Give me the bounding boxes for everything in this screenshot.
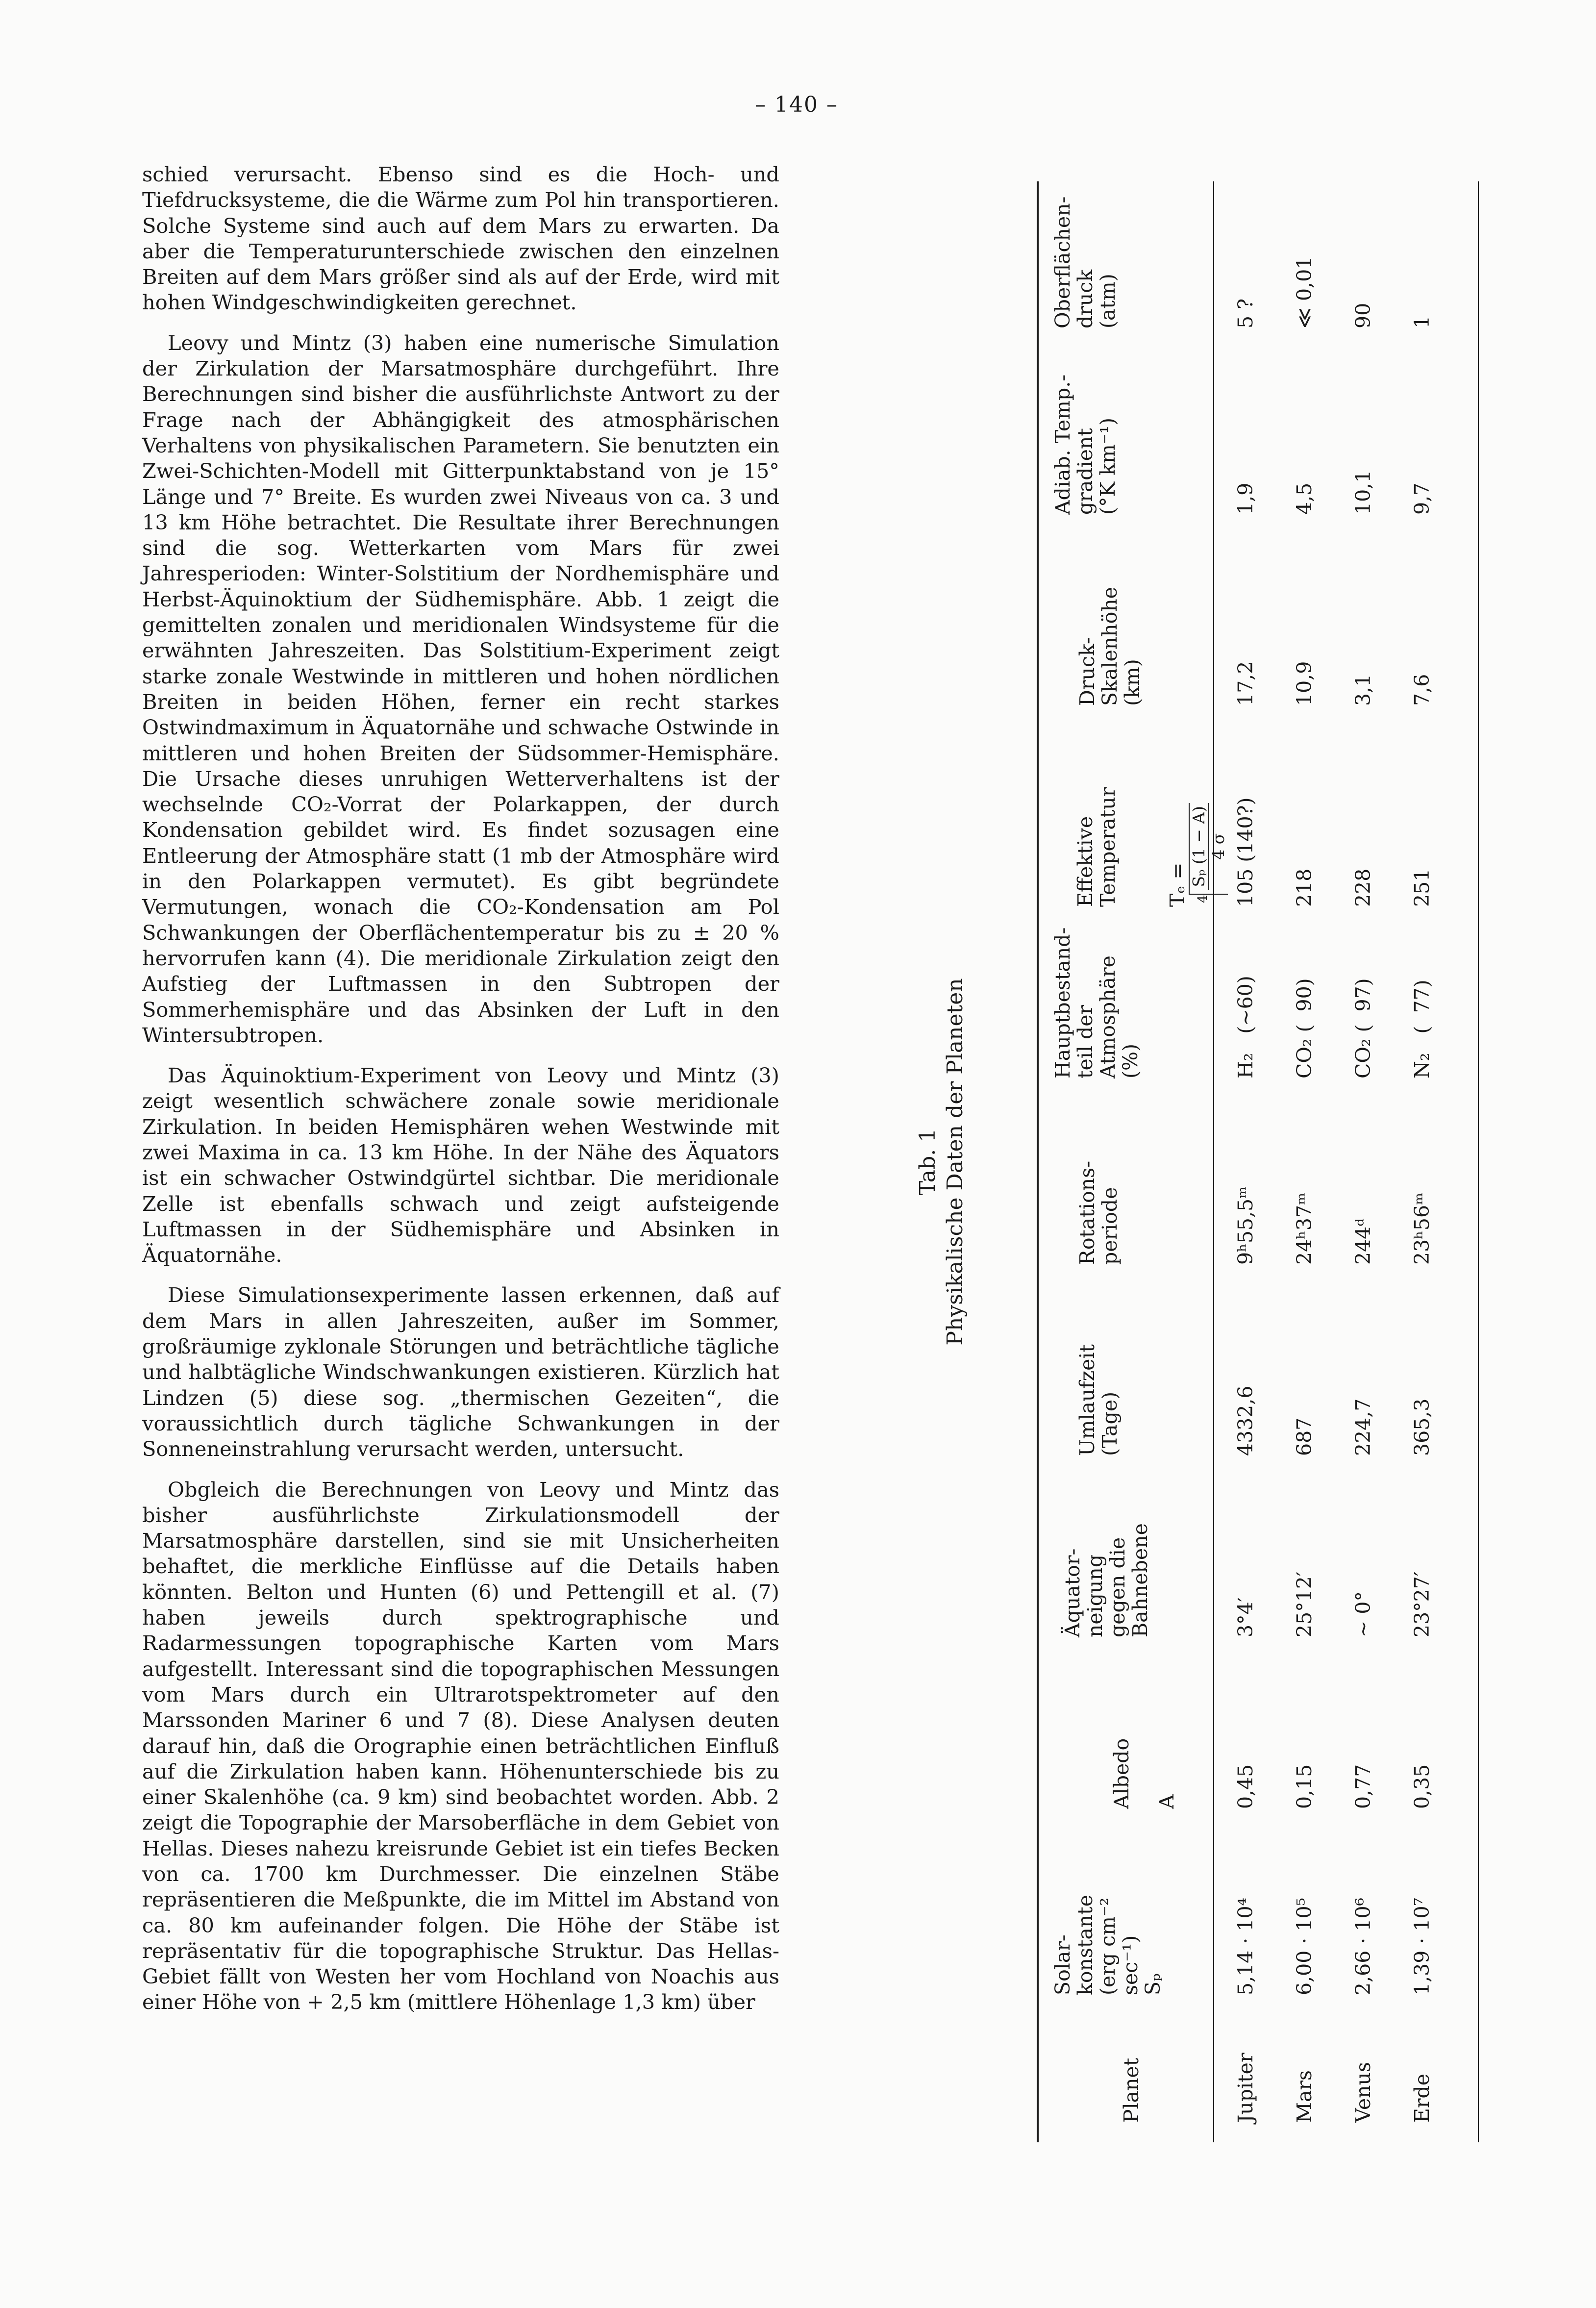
cell-axial-tilt: 3°4′ (1234, 1597, 1257, 1637)
cell-surface-pressure: 1 (1410, 315, 1434, 328)
formula-numerator: Sₚ (1 − A) (1190, 803, 1209, 890)
cell-main-constituent: H₂ (∼60) (1234, 976, 1257, 1079)
paragraph-3: Das Äquinoktium-Experiment von Leovy und Mintz (3) zeigt wesentlich schwächere zonale sowie meridionale Zirkulation. In beiden Hemisphären wehen Westwinde mit zwei Maxima in ca. 13 km Höhe. In der Nähe des Äquators ist ein schwacher Ostwindgürtel sichtbar. Die meridionale Zelle ist ebenfalls schwach und zeigt aufsteigende Luftmassen in der Südhemisphäre und Absinken in Äquatornähe. (142, 1063, 779, 1267)
page-number: – 140 – (755, 92, 838, 117)
cell-albedo: 0,45 (1234, 1764, 1257, 1809)
header-rotation-period: Rotations- periode (1075, 1160, 1122, 1265)
table-row (1233, 181, 1292, 2142)
header-scale-height: Druck- Skalenhöhe (km) (1075, 587, 1144, 706)
table-row (1350, 181, 1409, 2142)
header-surface-pressure: Oberflächen- druck (atm) (1051, 196, 1120, 328)
cell-surface-pressure: 5 ? (1234, 298, 1257, 328)
cell-effective-temperature: 251 (1410, 868, 1434, 907)
header-axial-tilt: Äquator- neigung gegen die Bahnebene (1061, 1523, 1152, 1637)
header-orbital-period: Umlaufzeit (Tage) (1075, 1344, 1122, 1456)
formula-lhs: Tₑ = (1166, 862, 1189, 907)
paragraph-1: schied verursacht. Ebenso sind es die Hoch- und Tiefdrucksysteme, die die Wärme zum Pol hin transportieren. Solche Systeme sind auch auf dem Mars zu erwarten. Da aber die Temperaturunterschiede zwischen den einzelnen Breiten auf dem Mars größer sind als auf der Erde, wird mit hohen Windgeschwindigkeiten gerechnet. (142, 162, 779, 315)
table-top-rule (1037, 181, 1039, 2142)
cell-effective-temperature: 105 (140?) (1234, 797, 1257, 907)
cell-axial-tilt: 25°12′ (1293, 1571, 1316, 1637)
header-albedo: Albedo A (1110, 1738, 1178, 1809)
cell-axial-tilt: 23°27′ (1410, 1571, 1434, 1637)
planet-data-table (914, 181, 1596, 2142)
cell-solar-constant: 5,14 · 10⁴ (1234, 1898, 1257, 1995)
body-text-column (142, 162, 779, 2030)
cell-planet: Mars (1293, 2070, 1316, 2123)
table-header-rule (1213, 181, 1214, 2142)
formula-root-index: 4 (1195, 895, 1210, 903)
cell-scale-height: 3,1 (1351, 674, 1375, 706)
cell-orbital-period: 365,3 (1410, 1398, 1434, 1456)
formula-fraction (1190, 803, 1228, 890)
cell-main-constituent: N₂ ( 77) (1410, 979, 1434, 1079)
cell-lapse-rate: 1,9 (1234, 482, 1257, 515)
cell-lapse-rate: 4,5 (1293, 482, 1316, 515)
table-bottom-rule (1478, 181, 1479, 2142)
cell-solar-constant: 2,66 · 10⁶ (1351, 1898, 1375, 1995)
cell-solar-constant: 6,00 · 10⁵ (1293, 1898, 1316, 1995)
cell-planet: Venus (1351, 2062, 1375, 2123)
effective-temperature-formula (1144, 803, 1228, 907)
paragraph-5: Obgleich die Berechnungen von Leovy und Mintz das bisher ausführlichste Zirkulationsmodell der Marsatmosphäre darstellen, sind sie mit Unsicherheiten behaftet, die merkliche Einflüsse auf die Details haben könnten. Belton und Hunten (6) und Pettengill et al. (7) haben jeweils durch spektrographische und Radarmessungen topographische Karten vom Mars aufgestellt. Interessant sind die topographischen Messungen vom Mars durch ein Ultrarotspektrometer auf den Marssonden Mariner 6 und 7 (8). Diese Analysen deuten darauf hin, daß die Orographie einen beträchtlichen Einfluß auf die Zirkulation haben kann. Höhenunterschiede bis zu einer Skalenhöhe (ca. 9 km) sind beobachtet worden. Abb. 2 zeigt die Topographie der Marsoberfläche in dem Gebiet von Hellas. Dieses nahezu kreisrunde Gebiet ist ein tiefes Becken von ca. 1700 km Durchmesser. Die einzelnen Stäbe repräsentieren die Meßpunkte, die im Mittel im Abstand von ca. 80 km aufeinander folgen. Die Höhe der Stäbe ist repräsentativ für die topographische Struktur. Das Hellas-Gebiet fällt von Westen her vom Hochland von Noachis aus einer Höhe von + 2,5 km (mittlere Höhenlage 1,3 km) über (142, 1477, 779, 2014)
cell-main-constituent: CO₂ ( 97) (1351, 978, 1375, 1079)
table-row (1409, 181, 1468, 2142)
cell-scale-height: 10,9 (1293, 661, 1316, 706)
cell-scale-height: 17,2 (1234, 661, 1257, 706)
cell-axial-tilt: ∼ 0° (1351, 1591, 1375, 1637)
cell-orbital-period: 224,7 (1351, 1398, 1375, 1456)
cell-albedo: 0,15 (1293, 1764, 1316, 1809)
header-lapse-rate: Adiab. Temp.- gradient (°K km⁻¹) (1051, 374, 1120, 515)
header-main-constituent: Hauptbestand- teil der Atmosphäre (%) (1051, 927, 1142, 1079)
cell-main-constituent: CO₂ ( 90) (1293, 978, 1316, 1079)
header-solar-constant: Solar- konstante (erg cm⁻² sec⁻¹) Sₚ (1051, 1894, 1165, 1995)
cell-rotation-period: 23ʰ56ᵐ (1410, 1192, 1434, 1265)
cell-orbital-period: 687 (1293, 1417, 1316, 1456)
cell-rotation-period: 244ᵈ (1351, 1218, 1375, 1265)
cell-surface-pressure: ≪ 0,01 (1293, 256, 1316, 328)
cell-surface-pressure: 90 (1351, 302, 1375, 328)
cell-solar-constant: 1,39 · 10⁷ (1410, 1898, 1434, 1995)
cell-effective-temperature: 218 (1293, 868, 1316, 907)
paragraph-2: Leovy und Mintz (3) haben eine numerische Simulation der Zirkulation der Marsatmosphäre durchgeführt. Ihre Berechnungen sind bisher die ausführlichste Antwort zu der Frage nach der Abhängigkeit des atmosphärischen Verhaltens von physikalischen Parametern. Sie benutzten ein Zwei-Schichten-Modell mit Gitterpunktabstand von je 15° Länge und 7° Breite. Es wurden zwei Niveaus von ca. 3 und 13 km Höhe betrachtet. Die Resultate ihrer Berechnungen sind die sog. Wetterkarten vom Mars für zwei Jahresperioden: Winter-Solstitium der Nordhemisphäre und Herbst-Äquinoktium der Südhemisphäre. Abb. 1 zeigt die gemittelten zonalen und meridionalen Windsysteme für die erwähnten Jahreszeiten. Das Solstitium-Experiment zeigt starke zonale Westwinde in mittleren und hohen nördlichen Breiten in beiden Höhen, ferner ein recht starkes Ostwindmaximum in Äquatornähe und schwache Ostwinde in mittleren und hohen Breiten der Südsommer-Hemisphäre. Die Ursache dieses unruhigen Wetterverhaltens ist der wechselnde CO₂-Vorrat der Polarkappen, der durch Kondensation gebildet wird. Es findet sozusagen eine Entleerung der Atmosphäre statt (1 mb der Atmosphäre wird in den Polarkappen vermutet). Es gibt begründete Vermutungen, wonach die CO₂-Kondensation am Pol Schwankungen der Oberflächentemperatur bis zu ± 20 % hervorrufen kann (4). Die meridionale Zirkulation zeigt den Aufstieg der Luftmassen in den Subtropen der Sommerhemisphäre und das Absinken der Luft in den Wintersubtropen. (142, 330, 779, 1047)
header-planet: Planet (1120, 2057, 1143, 2123)
cell-effective-temperature: 228 (1351, 868, 1375, 907)
cell-scale-height: 7,6 (1410, 674, 1434, 706)
table-number: Tab. 1 (915, 1128, 940, 1196)
cell-albedo: 0,35 (1410, 1764, 1434, 1809)
cell-rotation-period: 24ʰ37ᵐ (1293, 1192, 1316, 1265)
cell-planet: Jupiter (1234, 2053, 1257, 2123)
paragraph-4: Diese Simulationsexperimente lassen erkennen, daß auf dem Mars in allen Jahreszeiten, außer im Sommer, großräumige zyklonale Störungen und beträchtliche tägliche und halbtägliche Windschwankungen existieren. Kürzlich hat Lindzen (5) diese sog. „thermischen Gezeiten“, die voraussichtlich durch tägliche Schwankungen in der Sonneneinstrahlung verursacht werden, untersucht. (142, 1283, 779, 1461)
cell-albedo: 0,77 (1351, 1764, 1375, 1809)
cell-lapse-rate: 9,7 (1410, 482, 1434, 515)
table-row (1292, 181, 1350, 2142)
table-caption (914, 181, 969, 2142)
header-effective-temperature (1051, 787, 1228, 907)
cell-rotation-period: 9ʰ55,5ᵐ (1234, 1186, 1257, 1265)
formula-denominator: 4 σ (1209, 833, 1228, 860)
table-title: Physikalische Daten der Planeten (943, 978, 968, 1346)
cell-orbital-period: 4332,6 (1234, 1385, 1257, 1456)
formula-root (1189, 803, 1228, 895)
cell-planet: Erde (1410, 2073, 1434, 2123)
cell-lapse-rate: 10,1 (1351, 470, 1375, 515)
header-effective-temperature-label: Effektive Temperatur (1073, 787, 1120, 907)
